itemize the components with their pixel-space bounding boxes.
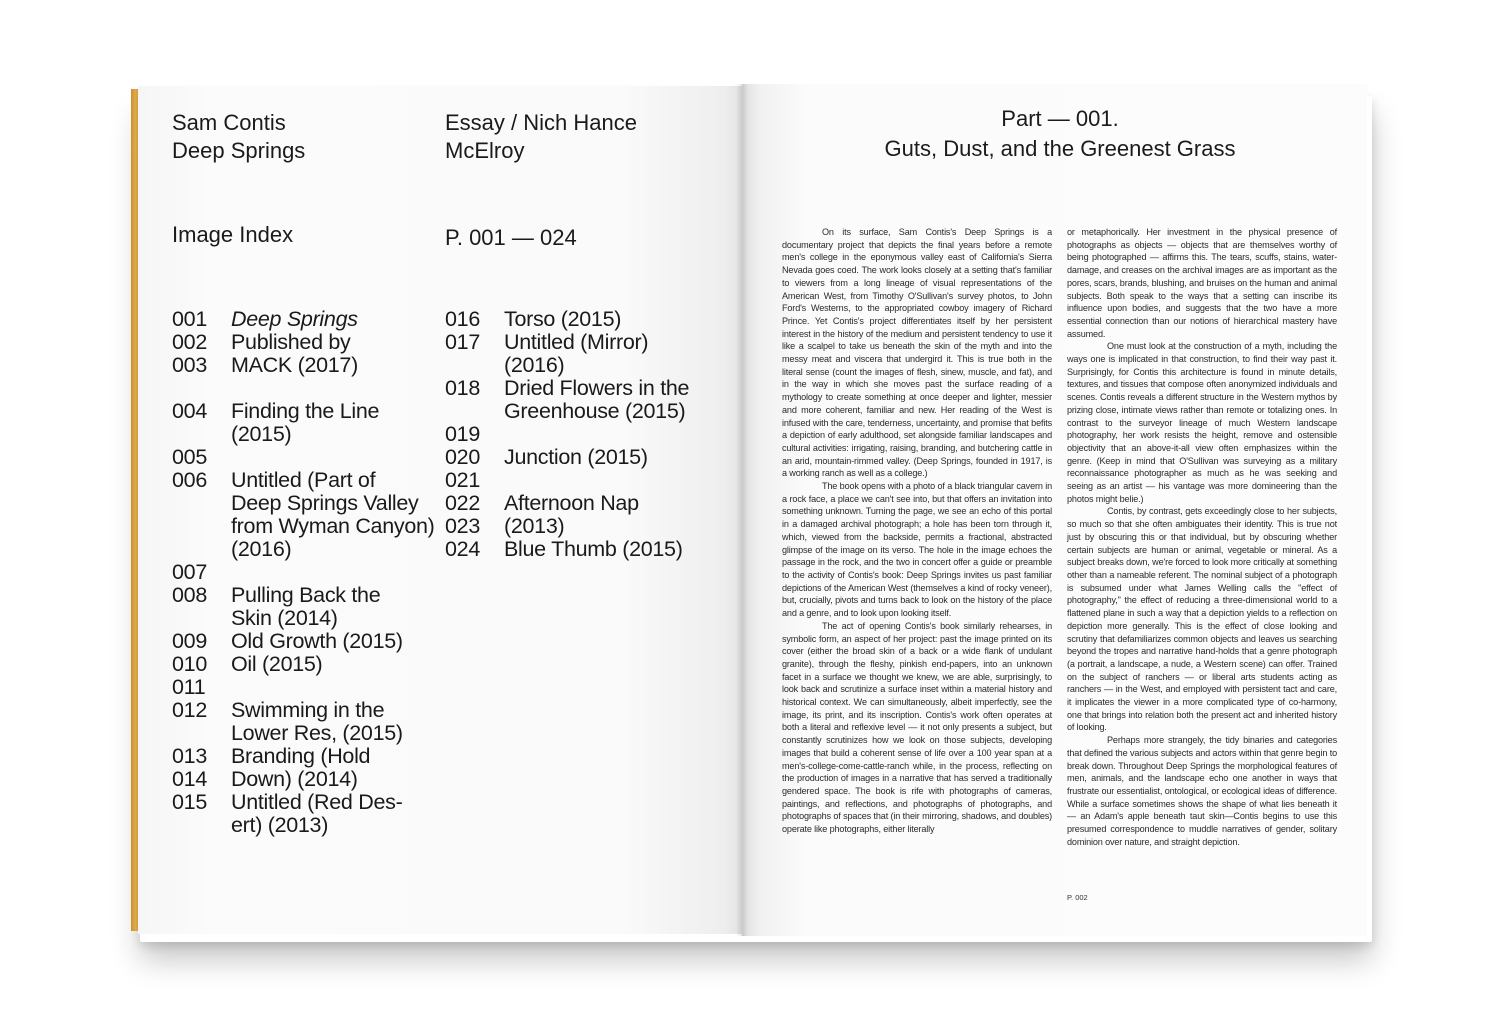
- author-name: Sam Contis: [172, 110, 286, 135]
- index-entry: [172, 768, 442, 791]
- index-number: 022: [445, 491, 480, 515]
- essay-paragraph: or metaphorically. Her investment in the physical presence of photographs as objects — objects that are themselves worthy of being photographed — affirms this. The tears, scuffs, stains, water-damage, and creases on the archival images are as important as the pores, scars, brands, blushing, and bruises on the human and animal subjects. Both speak to the ways that a setting can inscribe its influence upon bodies, and suggests that the two have a more essential connection than our notions of hierarchical mastery have assumed.: [1067, 227, 1337, 339]
- index-number: 016: [445, 307, 480, 331]
- index-entry: [172, 354, 442, 377]
- index-entry: [172, 653, 442, 676]
- index-number: 001: [172, 307, 207, 331]
- index-entry: [172, 745, 442, 768]
- author-block: [172, 109, 305, 165]
- index-number: 005: [172, 445, 207, 469]
- essay-paragraph: Perhaps more strangely, the tidy binaries and categories that defined the various subjects and actors within that genre begin to break down. Throughout Deep Springs the morphological features of men, animals, and the landscape echo one another in ways that frustrate our essentialist, ontological, or ecological ideas of difference. While a surface sometimes shows the shape of what lies beneath it — an Adam's apple beneath taut skin—Contis begins to use this presumed correspondence to muddle narratives of gender, solitary dominion over nature, and straight depiction.: [1067, 735, 1337, 847]
- part-heading: [840, 104, 1280, 164]
- page-range: P. 001 — 024: [445, 225, 577, 250]
- index-number: 008: [172, 583, 207, 607]
- index-number: 010: [172, 652, 207, 676]
- index-number: 020: [445, 445, 480, 469]
- index-entry: [172, 469, 442, 561]
- index-number: 012: [172, 698, 207, 722]
- index-title: Dried Flowers in the Greenhouse (2015): [504, 376, 690, 423]
- index-title: Untitled (Part of Deep Springs Valley from Wyman Canyon) (2016): [231, 468, 435, 561]
- index-title: Down) (2014): [231, 767, 358, 791]
- index-entry: [172, 584, 442, 630]
- index-number: 023: [445, 514, 480, 538]
- index-number: 024: [445, 537, 480, 561]
- index-entry: [172, 377, 442, 400]
- index-entry: [172, 400, 442, 446]
- index-number: 002: [172, 330, 207, 354]
- index-entry: [445, 492, 735, 515]
- index-number: 017: [445, 330, 480, 354]
- essay-paragraph: The act of opening Contis's book similarly rehearses, in symbolic form, an aspect of her project: past the image printed on its cover (either the broad skin of a back or a wide flank of undulant granite), through the fleshy, pinkish end-papers, into an unknown facet in a surface we thought we knew, we are able, surprisingly, to look back and scrutinize a surface inset within a material history and historical context. We can simultaneously, albeit imperfectly, see the image, its print, and its inscription. Contis's work often operates at both a literal and reflexive level — it not only presents a subject, but constantly scrutinizes how we look on those subjects, developing images that build a coherent sense of life over a 100 year span at a men's-college-come-cattle-ranch while, in the process, reflecting on the production of images in a narrative that has served a traditionally gendered space. The book is rife with photographs of cameras, paintings, and reflections, and photographs of photographs, and photographs of spaces that (in their mirroring, shadows, and doubles) operate like photographs, either literally: [782, 620, 1052, 835]
- index-title: (2013): [504, 514, 565, 538]
- index-number: 006: [172, 468, 207, 492]
- index-number: 019: [445, 422, 480, 446]
- index-entry: [445, 515, 735, 538]
- index-entry: [445, 423, 735, 446]
- index-entry: [445, 377, 735, 423]
- index-title: Torso (2015): [504, 307, 622, 331]
- image-index-column-2: [445, 308, 735, 561]
- index-title: MACK (2017): [231, 353, 358, 377]
- index-entry: [445, 469, 735, 492]
- page-number: P. 002: [1067, 893, 1088, 902]
- index-title: Untitled (Red Des- ert) (2013): [231, 790, 403, 837]
- index-number: [172, 377, 231, 400]
- essay-credit-block: [445, 109, 637, 165]
- essay-column-2: [1067, 226, 1337, 848]
- index-title: Untitled (Mirror) (2016): [504, 330, 649, 377]
- index-number: 015: [172, 790, 207, 814]
- book-title: Deep Springs: [172, 138, 306, 163]
- gutter: [736, 84, 748, 936]
- part-title: Guts, Dust, and the Greenest Grass: [884, 136, 1236, 161]
- index-number: 004: [172, 399, 207, 423]
- essay-paragraph: Contis, by contrast, gets exceedingly close to her subjects, so much so that she often ambiguates their identity. This is true not just by obscuring this or that individual, but by obscuring whether certain subjects are human or animal, vegetable or mineral. As a subject breaks down, we're forced to look more critically at something other than a nameable referent. The nominal subject of a photograph is subsumed under what James Welling calls the "effect of photography," the effect of reducing a three-dimensional world to a flattened plane in such a way that a depiction yields to a reflection on depiction more generally. This is the effect of close looking and scrutiny that defamiliarizes common objects and leaves us searching beyond the tropes and narrative hand-holds that a genre photograph (a portrait, a landscape, a nude, a Western scene) can offer. Trained on the subject of ranchers — or liberal arts students acting as ranchers — in the West, and employed with persistent tact and care, it implicates the viewer in a more complicated type of co-harmony, one that brings into relation both the present act and inherited history of looking.: [1067, 506, 1337, 733]
- index-label: Image Index: [172, 222, 294, 247]
- index-entry: [172, 331, 442, 354]
- index-number: 011: [172, 675, 206, 699]
- essay-credit-line1: Essay / Nich Hance: [445, 110, 637, 135]
- index-entry: [172, 308, 442, 331]
- index-entry: [445, 538, 735, 561]
- index-number: 018: [445, 376, 480, 400]
- index-entry: [445, 446, 735, 469]
- index-title: Oil (2015): [231, 652, 323, 676]
- spine-edge: [131, 89, 138, 931]
- index-entry: [445, 308, 735, 331]
- essay-credit-line2: McElroy: [445, 138, 525, 163]
- index-title: Finding the Line (2015): [231, 399, 380, 446]
- index-entry: [172, 791, 442, 837]
- index-number: 007: [172, 560, 207, 584]
- index-number: 009: [172, 629, 207, 653]
- index-number: 003: [172, 353, 207, 377]
- index-number: 014: [172, 767, 207, 791]
- essay-paragraph: The book opens with a photo of a black triangular cavern in a rock face, a place we can't see into, but that offers an invitation into something unknown. Turning the page, we see an echo of this portal in a damaged archival photograph; a hole has been torn through it, which, viewed from the backside, permits a fractional, abstracted glimpse of the image on its verso. The hole in the image echoes the passage in the rock, and the two in concert offer a guide or preamble to the activity of Contis's book: Deep Springs invites us past familiar depictions of the American West (themselves a kind of rocky veneer), but, crucially, pivots and turns back to look on the history of the place and a genre, and to look upon looking itself.: [782, 481, 1052, 619]
- index-title: Branding (Hold: [231, 744, 371, 768]
- index-number: 021: [445, 468, 480, 492]
- index-title: Afternoon Nap: [504, 491, 639, 515]
- index-entry: [172, 630, 442, 653]
- essay-paragraph: On its surface, Sam Contis's Deep Springs is a documentary project that depicts the final years before a remote men's college in the eponymous valley east of California's Sierra Nevada goes coed. The work looks closely at a setting that's familiar to viewers from a long lineage of visual representations of the American West, from Timothy O'Sullivan's survey photos, to John Ford's Westerns, to the appropriated cowboy imagery of Richard Prince. Yet Contis's project differentiates itself by her persistent interest in the history of the medium and persistent tendency to use it like a scalpel to take us beneath the skin of the myth and into the messy meat and viscera that undergird it. This is true both in the literal sense (count the images of flesh, sinew, muscle, and fat), and in the way in which she moves past the surface reading of a mythology to create something at once deeper and lighter, messier and more coherent, familiar and new. Her reading of the West is infused with the care, tenderness, uncertainty, and promise that befits a depiction of early adulthood, set alongside familiar landscapes and cultural activities: irrigating, raising, branding, and butchering cattle in an arid, mountain-rimmed valley. (Deep Springs, founded in 1917, is a working ranch as well as a college.): [782, 227, 1052, 479]
- index-entry: [172, 446, 442, 469]
- essay-paragraph: One must look at the construction of a myth, including the ways one is implicated in that construction, to find their way past it. Surprisingly, for Contis this architecture is found in minute details, textures, and tissues that compose often anonymized individuals and scenes. Contis reveals a different structure in the Western mythos by prizing close, intimate views rather than remote or totalizing ones. In contrast to the surveyor lineage of much Western landscape photography, her work resists the height, remove and ostensible objectivity that an above-it-all view often emphasizes within the genre. (Keep in mind that O'Sullivan was surveying as a military reconnaissance photographer as much as he was seeking and seeing as an artist — his vantage was more domineering than the photos might belie.): [1067, 341, 1337, 504]
- index-entry: [172, 676, 442, 699]
- index-title: Deep Springs: [231, 307, 358, 331]
- index-title: Blue Thumb (2015): [504, 537, 683, 561]
- index-entry: [172, 699, 442, 745]
- index-title: Old Growth (2015): [231, 629, 403, 653]
- index-title: Swimming in the Lower Res, (2015): [231, 698, 403, 745]
- index-title: Pulling Back the Skin (2014): [231, 583, 381, 630]
- index-entry: [172, 561, 442, 584]
- index-number: 013: [172, 744, 207, 768]
- image-index-column-1: [172, 308, 442, 837]
- index-entry: [445, 331, 735, 377]
- part-number: Part — 001.: [1001, 106, 1119, 131]
- index-title: Published by: [231, 330, 351, 354]
- essay-column-1: [782, 226, 1052, 836]
- index-title: Junction (2015): [504, 445, 648, 469]
